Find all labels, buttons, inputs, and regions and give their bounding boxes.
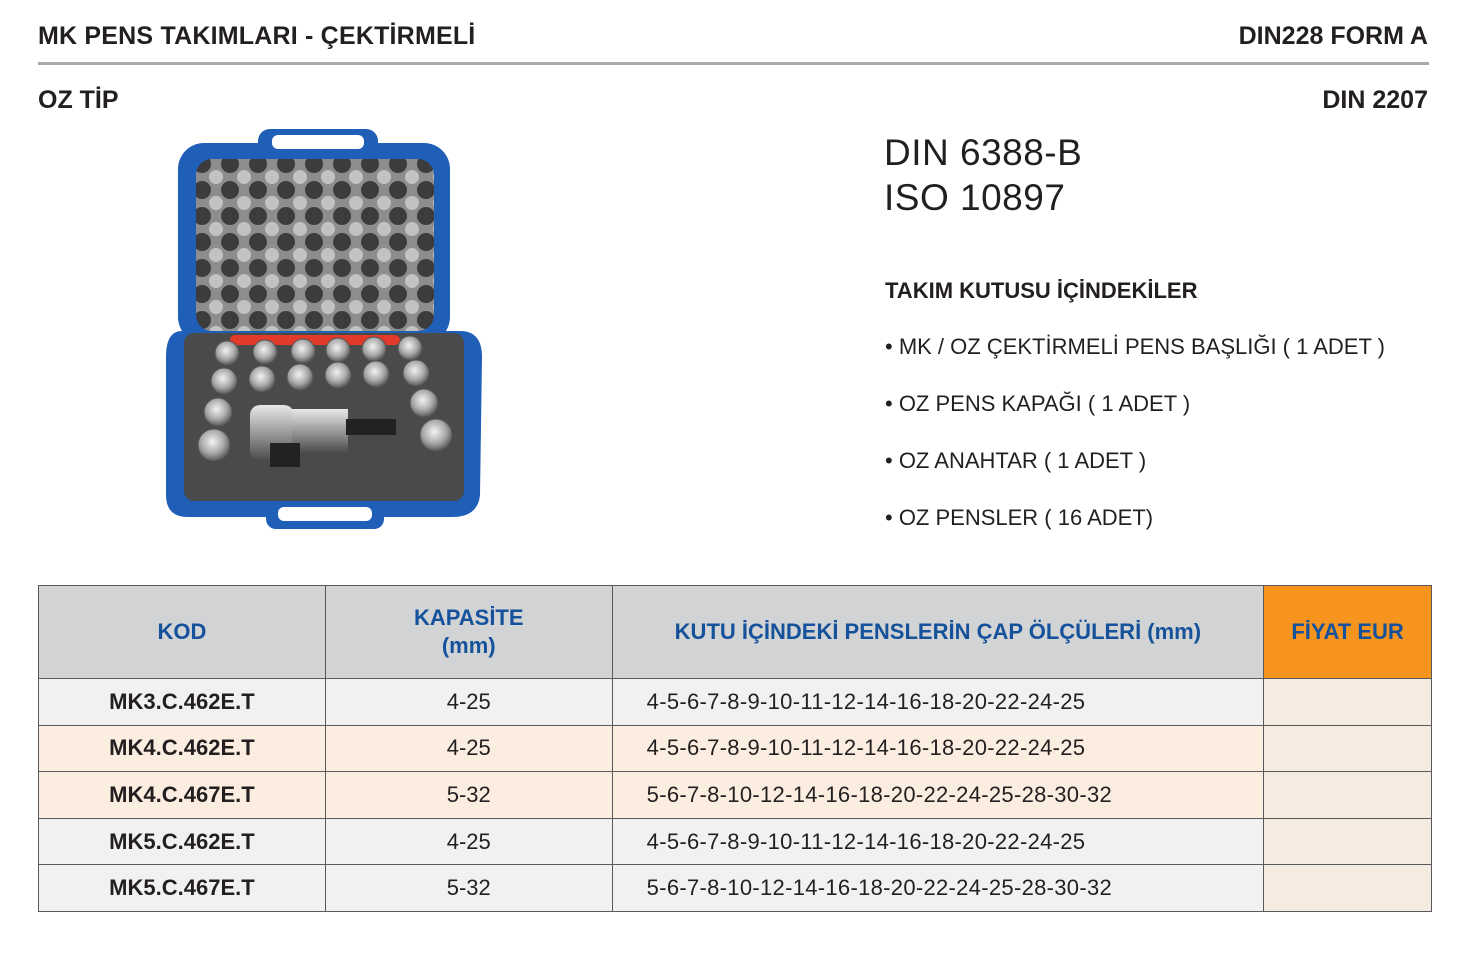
cell-kapasite: 5-32 <box>325 772 612 819</box>
table-row <box>39 818 1432 865</box>
subtitle-type: OZ TİP <box>38 86 119 114</box>
list-item: • OZ PENSLER ( 16 ADET) <box>885 505 1154 530</box>
contents-list <box>885 333 1385 561</box>
cell-sizes: 4-5-6-7-8-9-10-11-12-14-16-18-20-22-24-25 <box>612 818 1263 865</box>
cell-price <box>1264 679 1432 726</box>
kapasite-label: KAPASİTE <box>413 605 524 630</box>
column-header-price: FİYAT EUR <box>1264 586 1432 679</box>
standard-din2207: DIN 2207 <box>1322 86 1428 114</box>
standard-din6388: DIN 6388-B <box>884 132 1083 173</box>
standard-din228: DIN228 FORM A <box>1238 22 1428 50</box>
column-header-kod: KOD <box>39 586 326 679</box>
table-row <box>39 679 1432 726</box>
cell-price <box>1264 865 1432 912</box>
header-divider <box>38 62 1429 65</box>
standard-iso10897: ISO 10897 <box>884 177 1066 218</box>
column-header-sizes: KUTU İÇİNDEKİ PENSLERİN ÇAP ÖLÇÜLERİ (mm) <box>612 586 1263 679</box>
cell-price <box>1264 725 1432 772</box>
tool-case-image <box>160 125 485 535</box>
cell-sizes: 5-6-7-8-10-12-14-16-18-20-22-24-25-28-30-32 <box>612 865 1263 912</box>
product-table <box>38 585 1432 912</box>
cell-kod: MK5.C.467E.T <box>39 865 326 912</box>
cell-sizes: 4-5-6-7-8-9-10-11-12-14-16-18-20-22-24-25 <box>612 725 1263 772</box>
cell-sizes: 4-5-6-7-8-9-10-11-12-14-16-18-20-22-24-25 <box>612 679 1263 726</box>
cell-kod: MK5.C.462E.T <box>39 818 326 865</box>
cell-kod: MK3.C.462E.T <box>39 679 326 726</box>
page-title: MK PENS TAKIMLARI - ÇEKTİRMELİ <box>38 22 476 50</box>
column-header-kapasite <box>325 586 612 679</box>
cell-price <box>1264 818 1432 865</box>
table-row <box>39 865 1432 912</box>
cell-kapasite: 4-25 <box>325 818 612 865</box>
cell-kod: MK4.C.462E.T <box>39 725 326 772</box>
cell-sizes: 5-6-7-8-10-12-14-16-18-20-22-24-25-28-30-32 <box>612 772 1263 819</box>
table-row <box>39 772 1432 819</box>
kapasite-unit: (mm) <box>441 633 496 658</box>
contents-title: TAKIM KUTUSU İÇİNDEKİLER <box>885 278 1198 303</box>
cell-price <box>1264 772 1432 819</box>
list-item: • MK / OZ ÇEKTİRMELİ PENS BAŞLIĞI ( 1 ADET ) <box>885 334 1385 359</box>
cell-kapasite: 4-25 <box>325 725 612 772</box>
list-item: • OZ PENS KAPAĞI ( 1 ADET ) <box>885 391 1191 416</box>
cell-kapasite: 5-32 <box>325 865 612 912</box>
cell-kod: MK4.C.467E.T <box>39 772 326 819</box>
table-header-row <box>39 586 1432 679</box>
cell-kapasite: 4-25 <box>325 679 612 726</box>
table-row <box>39 725 1432 772</box>
list-item: • OZ ANAHTAR ( 1 ADET ) <box>885 448 1147 473</box>
